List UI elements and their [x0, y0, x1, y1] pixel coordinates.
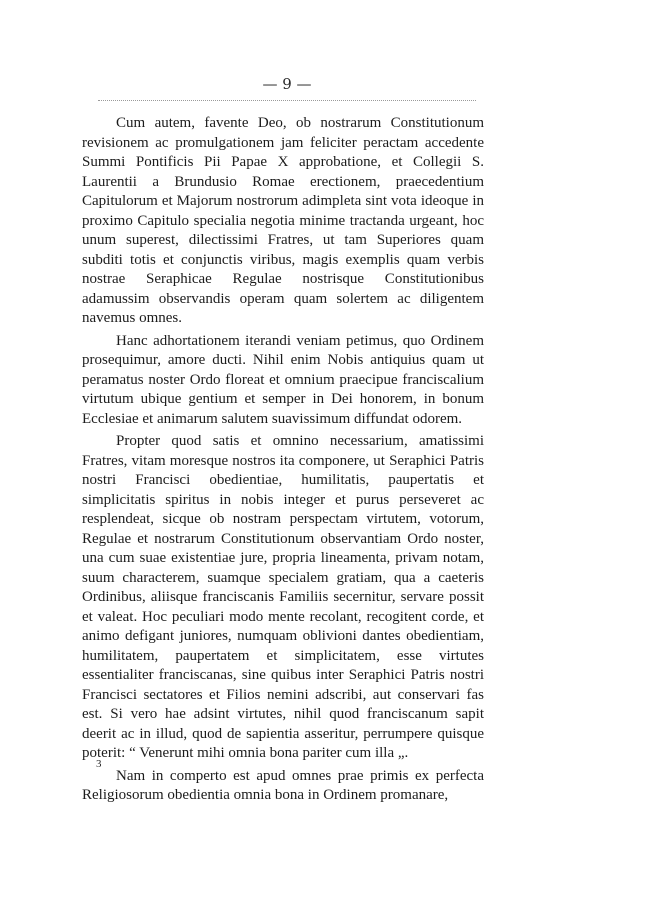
- paragraph: Cum autem, favente Deo, ob nostrarum Constitutionum revisionem ac promulgationem jam feliciter peractam accedente Summi Pontificis Pii Papae X approbatione, et Collegii S. Laurentii a Brundusio Romae erectionem, praecedentium Capitulorum et Majorum nostrorum adimpleta sint vota ideoque in proximo Capitulo specialia negotia minime tractanda urgeant, hoc unum superest, dilectissimi Fratres, ut tam Superiores quam subditi totis et conjunctis viribus, magis exemplis quam verbis nostrae Seraphicae Regulae nostrisque Constitutionibus adamussim observandis operam quam solertem ac diligentem navemus omnes.: [82, 115, 484, 326]
- paragraph: Hanc adhortationem iterandi veniam petimus, quo Ordinem prosequimur, amore ducti. Nihil enim Nobis antiquius quam ut peramatus noster Ordo floreat et omnium praecipue franciscalium virtutum ubique gentium et semper in Dei honorem, in bonum Ecclesiae et animarum salutem suavissimum diffundat odorem.: [82, 332, 484, 427]
- signature-mark: 3: [96, 758, 102, 770]
- body-text: [82, 114, 484, 809]
- page-number-header: — 9 —: [262, 75, 312, 93]
- paragraph: Nam in comperto est apud omnes prae primis ex perfecta Religiosorum obedientia omnia bona in Ordinem promanare,: [82, 767, 484, 803]
- paragraph: Propter quod satis et omnino necessarium, amatissimi Fratres, vitam moresque nostros ita componere, ut Seraphici Patris nostri Francisci obedientiae, humilitatis, paupertatis et simplicitatis spiritus in nobis integer et purus perseveret ac resplendeat, sicque ob nostram perspectam virtutem, votorum, Regulae et nostrarum Constitutionum observantiam Ordo noster, una cum suae existentiae jure, propria lineamenta, privam notam, suum characterem, suamque specialem gratiam, qua a caeteris Ordinibus, aliisque franciscanis Familiis secernitur, servare possit et valeat. Hoc peculiari modo mente recolant, recogitent corde, et animo defigant juniores, numquam oblivioni dantes obedientiam, humilitatem, paupertatem et simplicitatem, esse virtutes essentialiter franciscanas, sine quibus inter Seraphici Patris nostri Francisci sectatores et Filios nemini adscribi, aut conservari fas est. Si vero hae adsint virtutes, nihil quod franciscanum sapit deerit ac in illud, quod de sapientia asseritur, perrumpere quisque poterit: “ Venerunt mihi omnia bona pariter cum illa „.: [82, 433, 484, 761]
- header-rule: [98, 100, 476, 101]
